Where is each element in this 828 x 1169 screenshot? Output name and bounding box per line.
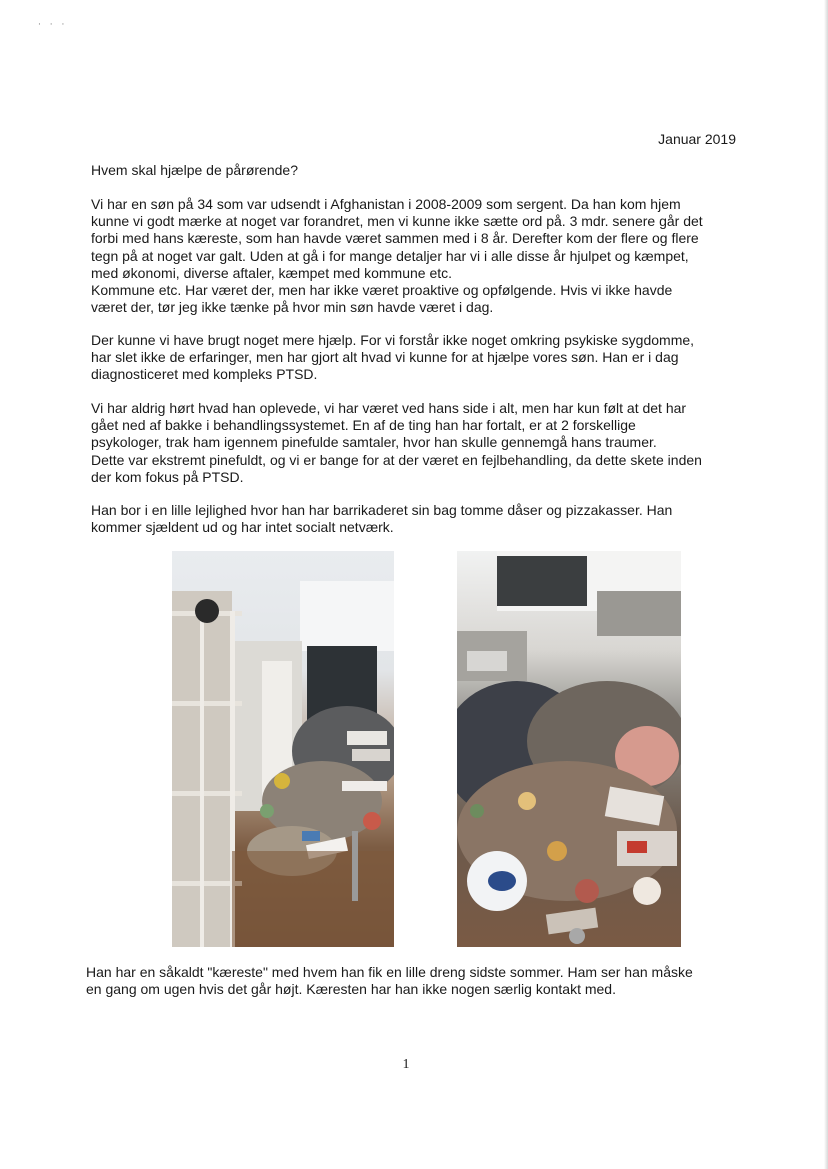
page-number: 1	[402, 1057, 410, 1072]
text-line: Vi har aldrig hørt hvad han oplevede, vi har været ved hans side i alt, men har kun følt at det har	[91, 400, 687, 416]
apartment-photo-living-room	[457, 551, 681, 947]
text-line: en gang om ugen hvis det går højt. Kæresten har han ikke nogen særlig kontakt med.	[86, 981, 616, 998]
scan-artifact: · · ·	[38, 20, 68, 30]
document-date: Januar 2019	[658, 131, 736, 147]
text-line: tegn på at noget var galt. Uden at gå i for mange detaljer har vi i alle disse år hjulpet og kæmpet,	[91, 247, 689, 264]
apartment-photo-hallway	[172, 551, 394, 947]
paragraph-1	[91, 196, 741, 316]
text-line: der kom fokus på PTSD.	[91, 468, 244, 485]
text-line: kunne vi godt mærke at noget var forandret, men vi kunne ikke sætte ord på. 3 mdr. senere går det	[91, 213, 703, 230]
text-line: gået ned af bakke i behandlingssystemet. En af de ting han har fortalt, er at 2 forskellige	[91, 417, 636, 434]
text-line: Han har en såkaldt "kæreste" med hvem han fik en lille dreng sidste sommer. Ham ser han måske	[86, 964, 693, 980]
paragraph-3	[91, 400, 741, 486]
text-line: Vi har en søn på 34 som var udsendt i Afghanistan i 2008-2009 som sergent. Da han kom hjem	[91, 196, 681, 212]
text-line: diagnosticeret med kompleks PTSD.	[91, 366, 318, 383]
hallway-clutter-illustration	[172, 551, 394, 947]
page-edge	[824, 0, 828, 1169]
text-line: Dette var ekstremt pinefuldt, og vi er bange for at der været en fejlbehandling, da dette skete inden	[91, 451, 702, 468]
text-line: psykologer, trak ham igennem pinefulde samtaler, hvor han skulle gennemgå hans traumer.	[91, 434, 657, 451]
text-line: med økonomi, diverse aftaler, kæmpet med kommune etc.	[91, 264, 453, 281]
text-line: Der kunne vi have brugt noget mere hjælp. For vi forstår ikke noget omkring psykiske sygdomme,	[91, 332, 695, 348]
text-line: kommer sjældent ud og har intet socialt netværk.	[91, 519, 394, 536]
text-line: Kommune etc. Har været der, men har ikke været proaktive og opfølgende. Hvis vi ikke havde	[91, 282, 673, 299]
text-line: har slet ikke de erfaringer, men har gjort alt hvad vi kunne for at hjælpe vores søn. Han er i dag	[91, 349, 679, 366]
text-line: Han bor i en lille lejlighed hvor han har barrikaderet sin bag tomme dåser og pizzakasser. Han	[91, 502, 673, 518]
text-line: været der, tør jeg ikke tænke på hvor min søn havde været i dag.	[91, 299, 494, 316]
paragraph-5	[86, 964, 736, 998]
paragraph-2	[91, 332, 741, 384]
paragraph-4	[91, 502, 741, 536]
living-room-clutter-illustration	[457, 551, 681, 947]
document-heading: Hvem skal hjælpe de pårørende?	[91, 162, 298, 178]
text-line: forbi med hans kæreste, som han havde været sammen med i 8 år. Derefter kom der flere og flere	[91, 230, 699, 247]
